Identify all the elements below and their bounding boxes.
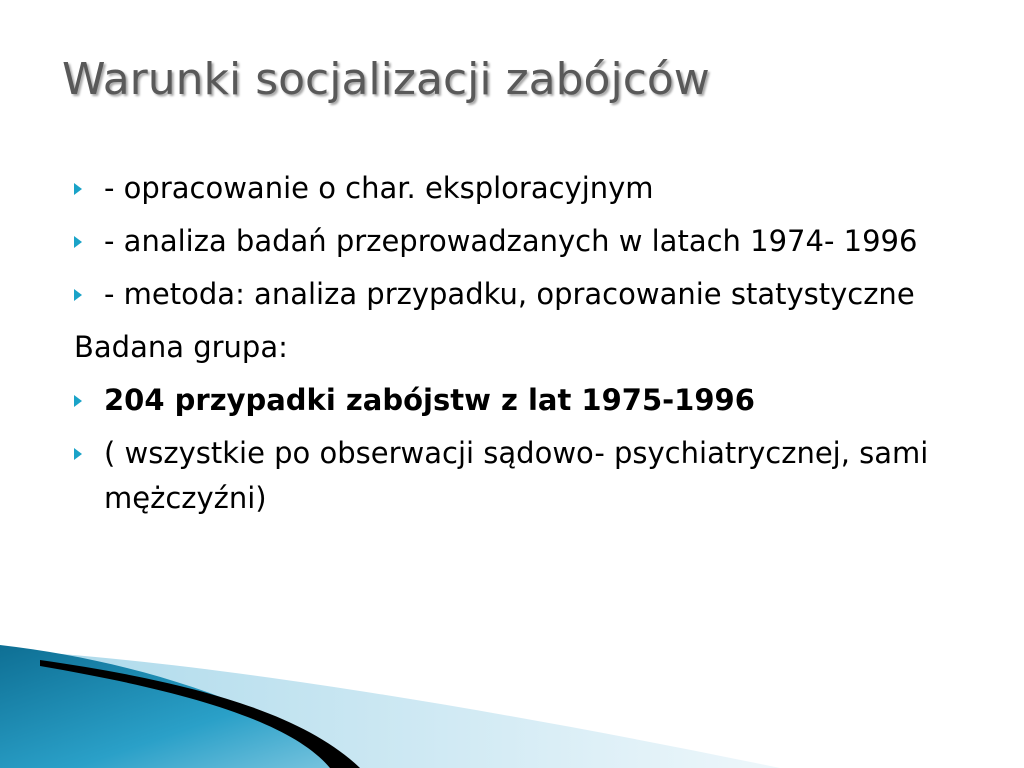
slide-content — [74, 166, 954, 529]
bullet-text: - opracowanie o char. eksploracyjnym — [104, 171, 654, 205]
bullet-item — [74, 431, 954, 521]
bullet-item — [74, 378, 954, 423]
wave-light-band — [0, 650, 780, 768]
bullet-item — [74, 272, 954, 317]
triangle-right-icon — [74, 289, 82, 301]
wave-blue-band — [0, 645, 360, 768]
bullet-item — [74, 166, 954, 211]
bullet-text: - analiza badań przeprowadzanych w latach 1974- 1996 — [104, 224, 918, 258]
bullet-text: ( wszystkie po obserwacji sądowo- psychiatrycznej, sami mężczyźni) — [104, 436, 929, 515]
triangle-right-icon — [74, 395, 82, 407]
section-label — [74, 325, 954, 370]
bullet-text: 204 przypadki zabójstw z lat 1975-1996 — [104, 383, 755, 417]
bullet-item — [74, 219, 954, 264]
triangle-right-icon — [74, 236, 82, 248]
triangle-right-icon — [74, 448, 82, 460]
wave-black-stroke — [40, 660, 360, 768]
bullet-text: - metoda: analiza przypadku, opracowanie statystyczne — [104, 277, 915, 311]
section-label-text: Badana grupa: — [74, 330, 288, 364]
triangle-right-icon — [74, 183, 82, 195]
slide-title: Warunki socjalizacji zabójców — [62, 54, 710, 105]
